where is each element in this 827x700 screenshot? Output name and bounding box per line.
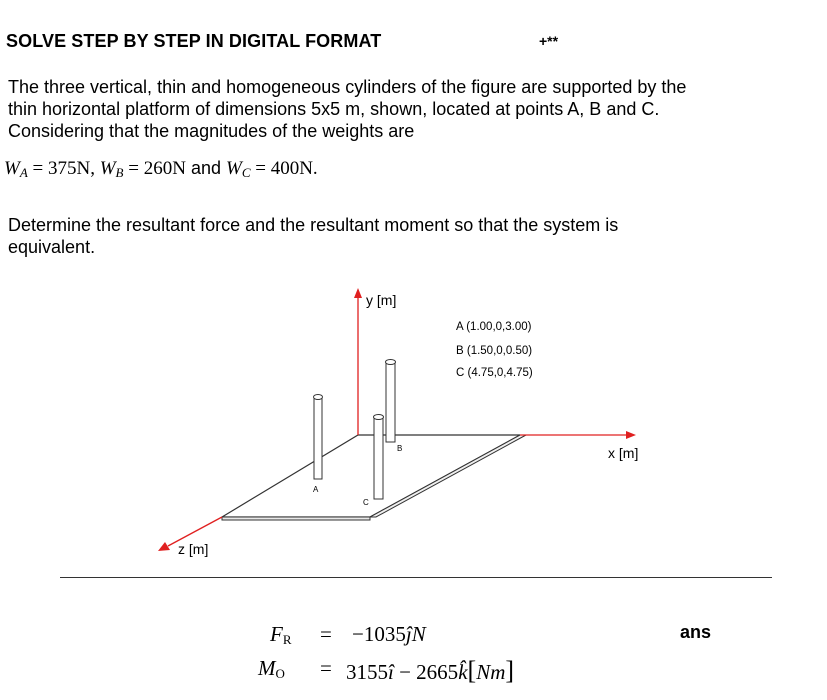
wa-value: = 375N, xyxy=(27,158,100,179)
mo-symbol: M xyxy=(258,656,276,680)
point-c-coords: C (4.75,0,4.75) xyxy=(456,367,533,379)
wa-symbol: W xyxy=(4,158,20,179)
rating-mark: +** xyxy=(539,33,559,49)
mo-unit-vector-1: î xyxy=(388,660,394,684)
wb-value: = 260N xyxy=(123,158,186,179)
fr-symbol-group xyxy=(270,622,292,648)
cylinder-a-top xyxy=(314,395,323,400)
weights-joiner: and xyxy=(185,158,226,178)
problem-line-1: The three vertical, thin and homogeneous cylinders of the figure are supported by the xyxy=(8,77,687,97)
resultant-force-equation xyxy=(270,622,610,650)
fr-rhs xyxy=(352,622,426,647)
wb-symbol: W xyxy=(99,158,116,179)
fr-symbol: F xyxy=(270,622,283,646)
wc-symbol: W xyxy=(225,158,242,179)
y-axis-label: y [m] xyxy=(366,292,397,308)
platform-front-edge xyxy=(222,517,370,520)
resultant-moment-equation xyxy=(258,656,618,688)
z-axis-arrow-icon xyxy=(158,542,170,551)
fr-sub: R xyxy=(282,632,292,647)
point-b-coords: B (1.50,0,0.50) xyxy=(456,345,533,357)
mo-symbol-group xyxy=(258,656,285,682)
z-axis-label: z [m] xyxy=(178,541,209,557)
answer-tag: ans xyxy=(680,622,712,642)
question-line-1: Determine the resultant force and the resultant moment so that the system is xyxy=(8,215,619,235)
mo-close-bracket: ] xyxy=(505,656,515,685)
mo-eq-sign: = xyxy=(320,656,332,680)
wc-sub: C xyxy=(241,165,251,180)
fr-value: −1035 xyxy=(352,622,406,646)
cylinder-b xyxy=(386,362,395,442)
label-b: B xyxy=(397,444,403,453)
fr-unit-vector: ĵ xyxy=(405,622,412,646)
mo-unit-vector-2: k̂ xyxy=(458,660,468,684)
cylinder-b-top xyxy=(386,360,396,365)
divider xyxy=(60,577,772,578)
page-title: SOLVE STEP BY STEP IN DIGITAL FORMAT xyxy=(6,31,382,51)
mo-rhs xyxy=(346,656,514,686)
mo-sub: O xyxy=(275,666,285,681)
x-axis-arrow-icon xyxy=(626,431,636,439)
wb-sub: B xyxy=(115,165,124,180)
cylinder-c xyxy=(374,417,383,499)
fr-unit: N xyxy=(411,622,426,646)
mo-middle: − 2665 xyxy=(393,660,459,684)
fr-eq-sign: = xyxy=(320,622,332,646)
cylinder-a xyxy=(314,397,322,479)
mo-value-1: 3155 xyxy=(346,660,388,684)
wa-sub: A xyxy=(19,165,28,180)
problem-line-3: Considering that the magnitudes of the weights are xyxy=(8,121,415,141)
problem-line-2: thin horizontal platform of dimensions 5x5 m, shown, located at points A, B and C. xyxy=(8,99,660,119)
question-line-2: equivalent. xyxy=(8,237,96,257)
x-axis-label: x [m] xyxy=(608,445,639,461)
wc-value: = 400N. xyxy=(250,158,318,179)
platform-plate xyxy=(222,435,520,517)
mo-open-bracket: [ xyxy=(467,656,477,685)
point-a-coords: A (1.00,0,3.00) xyxy=(456,321,532,333)
weights-equation xyxy=(4,158,318,181)
y-axis-arrow-icon xyxy=(354,288,362,298)
label-c: C xyxy=(363,498,369,507)
label-a: A xyxy=(313,485,319,494)
cylinder-c-top xyxy=(374,415,384,420)
mo-unit: Nm xyxy=(476,660,506,684)
platform-figure xyxy=(0,280,827,575)
